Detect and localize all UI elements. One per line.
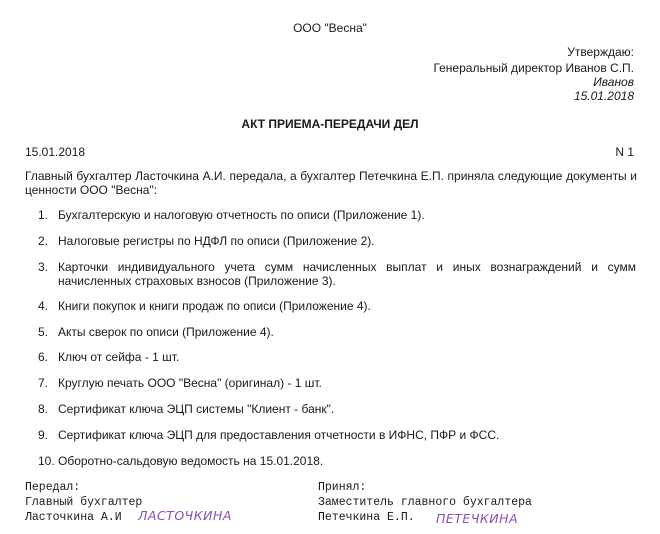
list-item-number: 9. (38, 428, 49, 442)
list-item-text: Книги покупок и книги продаж по описи (Приложение 4). (58, 299, 371, 313)
list-item-number: 4. (38, 299, 49, 313)
approval-label: Утверждаю: (567, 45, 634, 59)
list-item (38, 376, 636, 390)
list-item (38, 208, 636, 222)
signature-right-position: Заместитель главного бухгалтера (318, 496, 532, 509)
signature-right-handwriting: ПЕТЕЧКИНА (436, 511, 519, 526)
document-date: 15.01.2018 (25, 145, 86, 159)
list-item-number: 7. (38, 376, 49, 390)
approval-signature: Иванов (593, 75, 634, 89)
list-item-text: Бухгалтерскую и налоговую отчетность по описи (Приложение 1). (58, 208, 425, 222)
signature-left-label: Передал: (25, 481, 81, 494)
document-title: АКТ ПРИЕМА-ПЕРЕДАЧИ ДЕЛ (241, 117, 419, 131)
signature-left-name: Ласточкина А.И (25, 511, 122, 524)
list-item-number: 6. (38, 350, 49, 364)
list-item (38, 454, 636, 468)
list-item (38, 234, 636, 248)
signature-left-position: Главный бухгалтер (25, 496, 143, 509)
organization-name: ООО "Весна" (293, 21, 367, 35)
signature-right-name: Петечкина Е.П. (318, 511, 415, 524)
list-item (38, 260, 636, 288)
list-item-text: Акты сверок по описи (Приложение 4). (58, 325, 274, 339)
signature-right-label: Принял: (318, 481, 367, 494)
list-item-number: 10. (38, 454, 55, 468)
list-item-text: Налоговые регистры по НДФЛ по описи (Приложение 2). (58, 234, 375, 248)
list-item-text: Сертификат ключа ЭЦП для предоставления отчетности в ИФНС, ПФР и ФСС. (58, 428, 500, 442)
list-item-number: 3. (38, 260, 49, 274)
list-item (38, 299, 636, 313)
list-item (38, 402, 636, 416)
approval-director: Генеральный директор Иванов С.П. (433, 61, 634, 75)
approval-date: 15.01.2018 (573, 89, 634, 103)
list-item-text: Карточки индивидуального учета сумм начисленных выплат и иных вознаграждений и сумм начисленных страховых взносов (Приложение 3). (58, 260, 636, 288)
list-item (38, 325, 636, 339)
list-item-number: 5. (38, 325, 49, 339)
list-item (38, 428, 636, 442)
list-item-number: 8. (38, 402, 49, 416)
list-item-text: Ключ от сейфа - 1 шт. (58, 350, 180, 364)
list-item-text: Круглую печать ООО "Весна" (оригинал) - 1 шт. (58, 376, 322, 390)
signature-left-handwriting: ЛАСТОЧКИНА (138, 508, 232, 523)
list-item-number: 1. (38, 208, 49, 222)
list-item-text: Оборотно-сальдовую ведомость на 15.01.2018. (58, 454, 324, 468)
list-item (38, 350, 636, 364)
list-item-text: Сертификат ключа ЭЦП системы "Клиент - банк". (58, 402, 335, 416)
document-number: N 1 (615, 145, 634, 159)
list-item-number: 2. (38, 234, 49, 248)
document-intro: Главный бухгалтер Ласточкина А.И. передала, а бухгалтер Петечкина Е.П. приняла следующие документы и ценности ООО "Весна": (25, 169, 637, 197)
